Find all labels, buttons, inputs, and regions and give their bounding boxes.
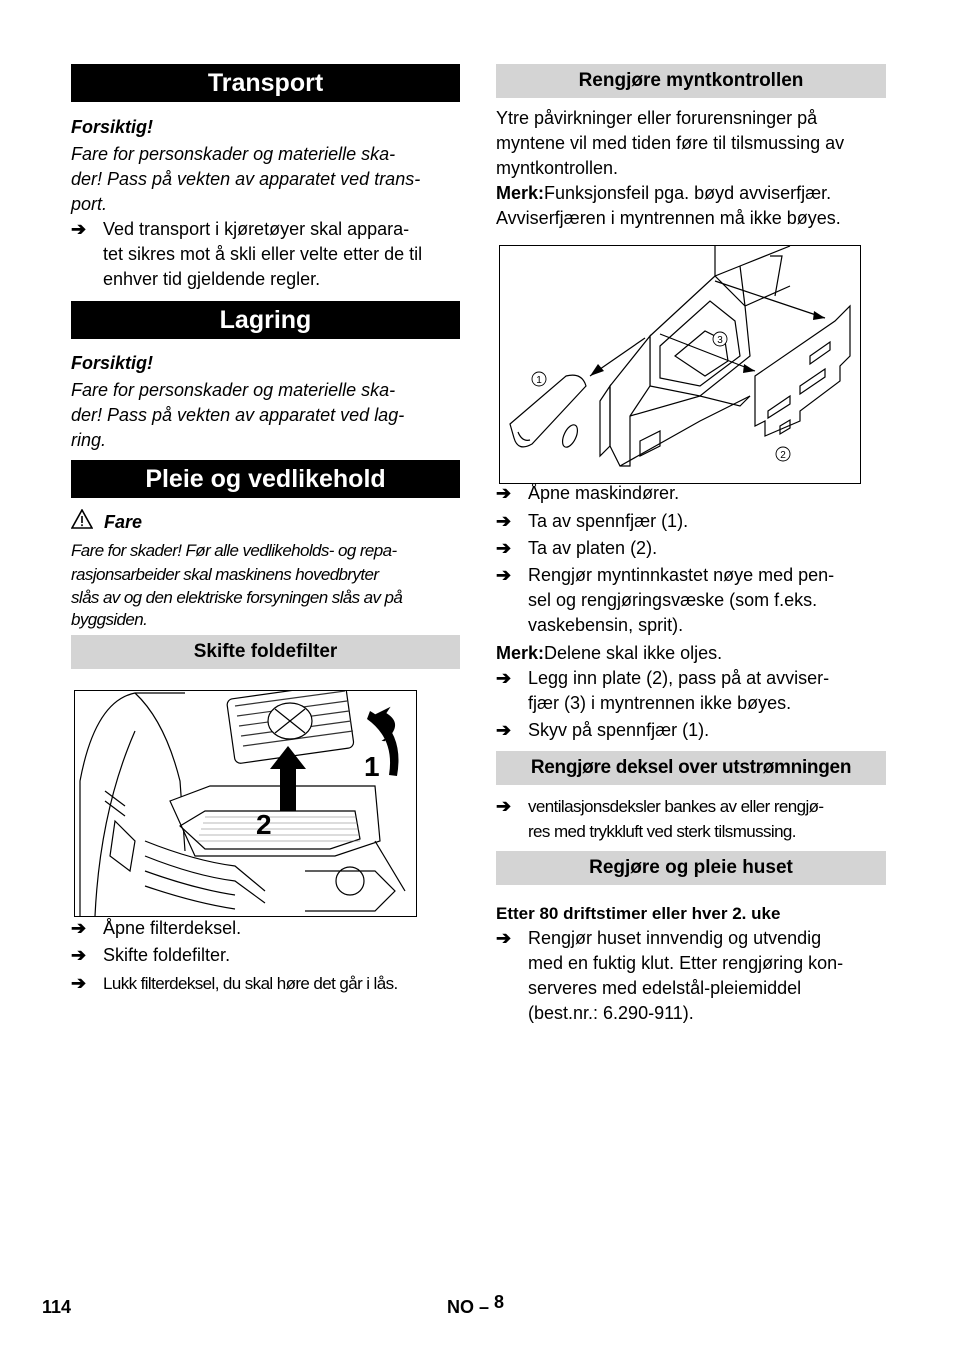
subheading: Etter 80 driftstimer eller hver 2. uke: [496, 904, 781, 923]
step-text: Skyv på spennfjær (1).: [528, 720, 710, 740]
intro-line: Ytre påvirkninger eller forurensninger på: [496, 108, 818, 128]
heading-transport: Transport: [71, 64, 460, 102]
step-text: fjær (3) i myntrennen ikke bøyes.: [528, 693, 792, 713]
arrow-right-icon: ➔: [496, 668, 512, 688]
arrow-right-icon: ➔: [496, 565, 512, 585]
caution-label: Forsiktig!: [71, 353, 154, 373]
caution-label: Forsiktig!: [71, 117, 154, 137]
step-item: [496, 926, 886, 1026]
arrow-right-icon: ➔: [496, 511, 512, 531]
step-text: Skifte foldefilter.: [103, 945, 231, 965]
heading-rengjore-myntkontrollen: Rengjøre myntkontrollen: [496, 64, 886, 98]
step-text: res med trykkluft ved sterk tilsmussing.: [528, 822, 796, 841]
step-text: Ta av platen (2).: [528, 538, 658, 558]
danger-text-line: Fare for skader! Før alle vedlikeholds- og repa-: [71, 541, 397, 560]
step-text: Legg inn plate (2), pass på at avviser-: [528, 668, 830, 688]
step-text: ventilasjonsdeksler bankes av eller rengjø-: [528, 797, 824, 816]
arrow-right-icon: ➔: [496, 720, 512, 740]
page-number: 114: [42, 1297, 72, 1317]
step-text: (best.nr.: 6.290-911).: [528, 1003, 694, 1023]
step-text: Rengjør myntinnkastet nøye med pen-: [528, 565, 835, 585]
heading-pleie: Pleie og vedlikehold: [71, 460, 460, 498]
arrow-right-icon: ➔: [496, 928, 512, 948]
fig-callout-1: 1: [536, 375, 542, 386]
arrow-right-icon: ➔: [496, 538, 512, 558]
step-text: med en fuktig klut. Etter rengjøring kon-: [528, 953, 844, 973]
caution-text-line: der! Pass på vekten av apparatet ved trans-: [71, 169, 421, 189]
fig-label-1: 1: [364, 751, 380, 782]
heading-rengjore-deksel: Rengjøre deksel over utstrømningen: [496, 751, 886, 785]
step-text: Åpne filterdeksel.: [103, 918, 242, 938]
step-text: tet sikres mot å skli eller velte etter de til: [103, 244, 423, 264]
footer-lang: NO: [447, 1297, 474, 1317]
note-label: Merk:: [496, 643, 545, 663]
footer-dash: –: [479, 1297, 490, 1317]
caution-text-line: Fare for personskader og materielle ska-: [71, 380, 396, 400]
arrow-right-icon: ➔: [71, 918, 87, 938]
arrow-right-icon: ➔: [71, 945, 87, 965]
note-line: Avviserfjæren i myntrennen må ikke bøyes.: [496, 208, 841, 228]
note-line: [496, 181, 831, 206]
intro-line: myntkontrollen.: [496, 158, 619, 178]
step-text: sel og rengjøringsvæske (som f.eks.: [528, 590, 818, 610]
fig-label-2: 2: [256, 809, 272, 840]
caution-text-line: ring.: [71, 430, 107, 450]
intro-line: myntene vil med tiden føre til tilsmussing av: [496, 133, 845, 153]
note-text: Delene skal ikke oljes.: [544, 643, 723, 663]
step-text: Ta av spennfjær (1).: [528, 511, 689, 531]
step-item: [496, 666, 886, 716]
step-item: [496, 563, 886, 638]
danger-text-line: byggsiden.: [71, 610, 148, 629]
step-text: Ved transport i kjøretøyer skal appara-: [103, 219, 410, 239]
step-item: [496, 509, 886, 534]
footer-section-page: 8: [494, 1292, 505, 1312]
caution-text-line: Fare for personskader og materielle ska-: [71, 144, 396, 164]
arrow-right-icon: ➔: [496, 796, 512, 816]
step-item: [71, 916, 460, 941]
danger-text-line: slås av og den elektriske forsyningen slås av på: [71, 588, 403, 607]
step-text: Lukk filterdeksel, du skal høre det går i lås.: [103, 974, 398, 993]
note-label: Merk:: [496, 183, 545, 203]
coin-mech-figure: [499, 245, 861, 484]
arrow-right-icon: ➔: [71, 219, 87, 239]
step-text: enhver tid gjeldende regler.: [103, 269, 321, 289]
footer-section: [447, 1292, 505, 1318]
warning-triangle-icon: [71, 509, 93, 534]
step-text: serveres med edelstål-pleiemiddel: [528, 978, 802, 998]
step-item: [496, 794, 886, 844]
arrow-right-icon: ➔: [71, 973, 87, 993]
arrow-right-icon: ➔: [496, 483, 512, 503]
heading-regjore-huset: Regjøre og pleie huset: [496, 851, 886, 885]
danger-label: Fare: [104, 512, 143, 532]
fig-callout-2: 2: [780, 450, 786, 461]
step-item: [496, 481, 886, 506]
caution-text-line: der! Pass på vekten av apparatet ved lag-: [71, 405, 405, 425]
step-item: [71, 971, 460, 996]
note-line: [496, 641, 722, 666]
caution-text-line: port.: [71, 194, 108, 214]
danger-text-line: rasjonsarbeider skal maskinens hovedbryter: [71, 565, 379, 584]
note-text: Funksjonsfeil pga. bøyd avviserfjær.: [544, 183, 832, 203]
step-text: Åpne maskindører.: [528, 483, 680, 503]
step-item: [71, 217, 460, 292]
step-item: [496, 718, 886, 743]
filter-figure: [74, 690, 417, 917]
step-text: vaskebensin, sprit).: [528, 615, 684, 635]
step-item: [496, 536, 886, 561]
step-item: [71, 943, 460, 968]
step-text: Rengjør huset innvendig og utvendig: [528, 928, 822, 948]
heading-lagring: Lagring: [71, 301, 460, 339]
heading-skifte-foldefilter: Skifte foldefilter: [71, 635, 460, 669]
fig-callout-3: 3: [717, 335, 723, 346]
